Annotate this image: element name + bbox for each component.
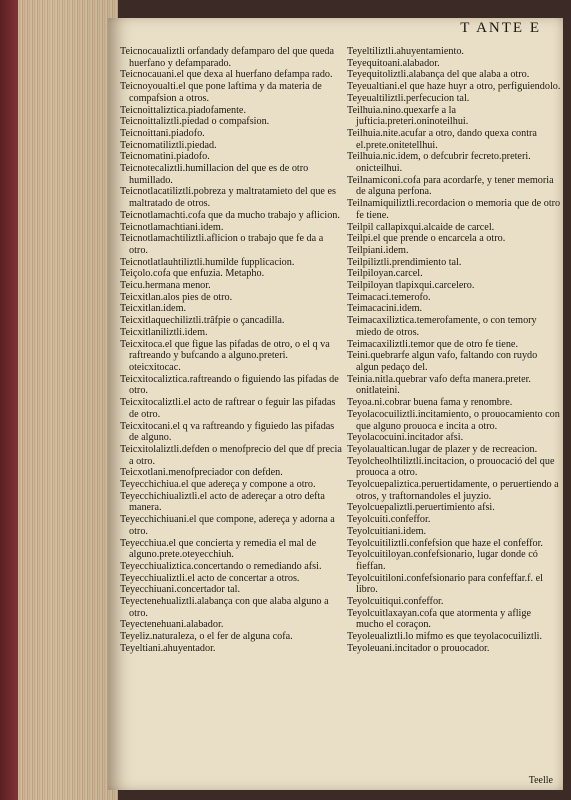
- dictionary-entry: Teilpiani.idem.: [347, 244, 409, 256]
- dictionary-entry: Teicnotlatlauhtiliztli.humilde fupplicacion.: [120, 256, 295, 268]
- dictionary-entry: Teyecchiualiztli.el acto de concertar a otros.: [120, 572, 300, 584]
- dictionary-entry: Teimacaxiliztica.temerofamente, o con temory miedo de otros.: [347, 315, 537, 338]
- dictionary-entry: Teicnotlamachtiani.idem.: [120, 221, 224, 233]
- dictionary-entry: Teyolcuiti.confeffor.: [347, 514, 431, 526]
- dictionary-entry: Teyolcuitiqui.confeffor.: [347, 596, 444, 608]
- dictionary-entry: Teicnomatini.piadofo.: [120, 151, 210, 163]
- dictionary-entry: Teilnamiquiliztli.recordacion o memoria que de otro fe tiene.: [347, 198, 561, 221]
- dictionary-entry: Teyeltiliztli.ahuyentamiento.: [347, 46, 464, 57]
- dictionary-entry: Teicnoittani.piadofo.: [120, 127, 205, 139]
- dictionary-entry: Teilhuia.nic.idem, o defcubrir fecreto.preteri. onicteilhui.: [347, 151, 531, 175]
- dictionary-entry: Teicnocauani.el que dexa al huerfano defampa rado.: [120, 69, 333, 81]
- running-header: T ANTE E: [460, 20, 541, 36]
- dictionary-entry: Teyectenehualiztli.alabança con que alaba alguno a otro.: [120, 596, 329, 619]
- dictionary-entry: Teyolcuitiloyan.confefsionario, lugar donde có fieffan.: [347, 549, 538, 572]
- dictionary-entry: Teyolaualtican.lugar de plazer y de recreacion.: [347, 443, 538, 455]
- dictionary-entry: Teicnotlamachtiliztli.aflicion o trabajo que fe da a otro.: [120, 233, 324, 256]
- dictionary-entry: Teicnoittaliztli.piedad o compafsion.: [120, 116, 270, 128]
- dictionary-entry: Teicnotecaliztli.humillacion del que es de otro humillado.: [120, 163, 309, 186]
- dictionary-entry: Teyecchichiuani.el que compone, adereça y adorna a otro.: [120, 514, 335, 537]
- dictionary-entry: Teicxitocani.el q va raftreando y figuiedo las pifadas de alguno.: [120, 420, 335, 444]
- dictionary-entry: Teyolcheolhtiliztli.incitacion, o prouocació del que prouoca a otro.: [347, 455, 555, 479]
- dictionary-entry: Teyolcuitiloni.confefsionario para confeffar.f. el libro.: [347, 572, 543, 596]
- catchword: Teelle: [528, 775, 553, 786]
- dictionary-entry: Teyolacocuini.incitador afsi.: [347, 432, 464, 444]
- dictionary-entry: Teicxotlani.menofpreciador con defden.: [120, 467, 283, 479]
- dictionary-entry: Teicxitlaquechiliztli.trâfpie o çancadilla.: [120, 315, 285, 327]
- page-edges: [18, 0, 118, 800]
- dictionary-entry: Teyequitoani.alabador.: [347, 57, 440, 69]
- dictionary-entry: Teicnotlacatiliztli.pobreza y maltratamieto del que es maltratado de otros.: [120, 186, 336, 210]
- book-page: [108, 18, 563, 790]
- dictionary-entry: Teyolcuepaliztli.peruertimiento afsi.: [347, 502, 495, 514]
- dictionary-entry: Teyequitoliztli.alabança del que alaba a otro.: [347, 69, 530, 81]
- dictionary-entry: Teyecchiuani.concertador tal.: [120, 584, 241, 596]
- dictionary-entry: Teicxitlan.idem.: [120, 303, 187, 315]
- dictionary-entry: Teyoleuani.incitador o prouocador.: [347, 642, 490, 654]
- dictionary-entry: Teyeualtiani.el que haze huyr a otro, perfiguiendolo.: [347, 81, 561, 93]
- dictionary-entry: Teyecchiualiztica.concertando o remediando afsi.: [120, 560, 322, 572]
- dictionary-entry: Teicu.hermana menor.: [120, 280, 211, 292]
- dictionary-entry: Teilnamiconi.cofa para acordarfe, y tener memoria de alguna perfona.: [347, 174, 554, 198]
- dictionary-entry: Teyeualtiliztli.perfecucion tal.: [347, 92, 470, 104]
- dictionary-entry: Teicxitlan.alos pies de otro.: [120, 291, 233, 303]
- dictionary-entry: Teyoa.ni.cobrar buena fama y renombre.: [347, 397, 513, 409]
- dictionary-entry: Teyolcuitiani.idem.: [347, 525, 427, 537]
- dictionary-entry: Teyolcuepaliztica.peruertidamente, o peruertiendo a otros, y traftornandoles el juyzio.: [347, 479, 559, 502]
- dictionary-entry: Teyectenehuani.alabador.: [120, 619, 224, 631]
- dictionary-entry: Teyecchichiua.el que adereça y compone a otro.: [120, 479, 316, 491]
- dictionary-entry: Teicnocaualiztli orfandady defamparo del que queda huerfano y defamparado.: [120, 46, 334, 69]
- dictionary-entry: Teicxitlaniliztli.idem.: [120, 326, 208, 338]
- dictionary-entry: Teyolcuitiliztli.confefsion que haze el confeffor.: [347, 537, 543, 549]
- right-column: [347, 46, 561, 655]
- dictionary-entry: Teicnoyoualti.el que pone laftima y da materia de compafsion a otros.: [120, 81, 322, 104]
- dictionary-entry: Teyolacocuiliztli.incitamiento, o prouocamiento con que alguno prouoca e incita a otro.: [347, 408, 560, 432]
- dictionary-entry: Teilhuia.nino.quexarfe a la jufticia.preteri.oninoteilhui.: [347, 104, 469, 128]
- left-column: [120, 46, 342, 655]
- dictionary-entry: Teimacacini.idem.: [347, 303, 423, 315]
- dictionary-entry: Teyecchichiualiztli.el acto de adereçar a otro defta manera.: [120, 490, 325, 514]
- dictionary-entry: Teiçolo.cofa que enfuzia. Metapho.: [120, 268, 265, 280]
- dictionary-entry: Teicnotlamachti.cofa que da mucho trabajo y aflicion.: [120, 209, 340, 221]
- dictionary-entry: Teilhuia.nite.acufar a otro, dando quexa contra el.prete.onitetellhui.: [347, 127, 537, 151]
- dictionary-entry: Teilpiliztli.prendimiento tal.: [347, 256, 462, 268]
- dictionary-entry: Teyecchiua.el que concierta y remedia el mal de alguno.prete.oteyecchiuh.: [120, 537, 317, 561]
- dictionary-entry: Teyeltiani.ahuyentador.: [120, 642, 216, 654]
- dictionary-entry: Teilpiloyan.carcel.: [347, 268, 423, 280]
- dictionary-entry: Teimacaci.temerofo.: [347, 291, 431, 303]
- dictionary-entry: Teini.quebrarfe algun vafo, faltando con ruydo algun pedaço del.: [347, 350, 538, 373]
- dictionary-entry: Teyolcuitlaxayan.cofa que atormenta y aflige mucho el coraçon.: [347, 607, 531, 631]
- dictionary-entry: Teicxitocaliztli.el acto de raftrear o feguir las pifadas de otro.: [120, 397, 336, 420]
- dictionary-entry: Teyeliz.naturaleza, o el fer de alguna cofa.: [120, 631, 293, 643]
- dictionary-entry: Teicnomatiliztli.piedad.: [120, 139, 217, 151]
- dictionary-entry: Teimacaxiliztli.temor que de otro fe tiene.: [347, 338, 518, 350]
- dictionary-entry: Teicxitolaliztli.defden o menofprecio del que df precia a otro.: [120, 443, 342, 467]
- dictionary-entry: Teicxitoca.el que figue las pifadas de otro, o el q va raftreando y bufcando a alguno.preteri. oteicxitocac.: [120, 338, 330, 373]
- dictionary-entry: Teinia.nitla.quebrar vafo defta manera.preter. onitlateini.: [347, 373, 531, 397]
- dictionary-entry: Teilpil callapixqui.alcaide de carcel.: [347, 221, 495, 233]
- dictionary-entry: Teyoleualiztli.lo mifmo es que teyolacocuiliztli.: [347, 631, 543, 643]
- dictionary-entry: Teicxitocaliztica.raftreando o figuiendo las pifadas de otro.: [120, 373, 339, 397]
- dictionary-entry: Teicnoittaliztica.piadofamente.: [120, 104, 247, 116]
- dictionary-entry: Teilpi.el que prende o encarcela a otro.: [347, 233, 506, 245]
- dictionary-entry: Teilpiloyan tlapixqui.carcelero.: [347, 280, 475, 292]
